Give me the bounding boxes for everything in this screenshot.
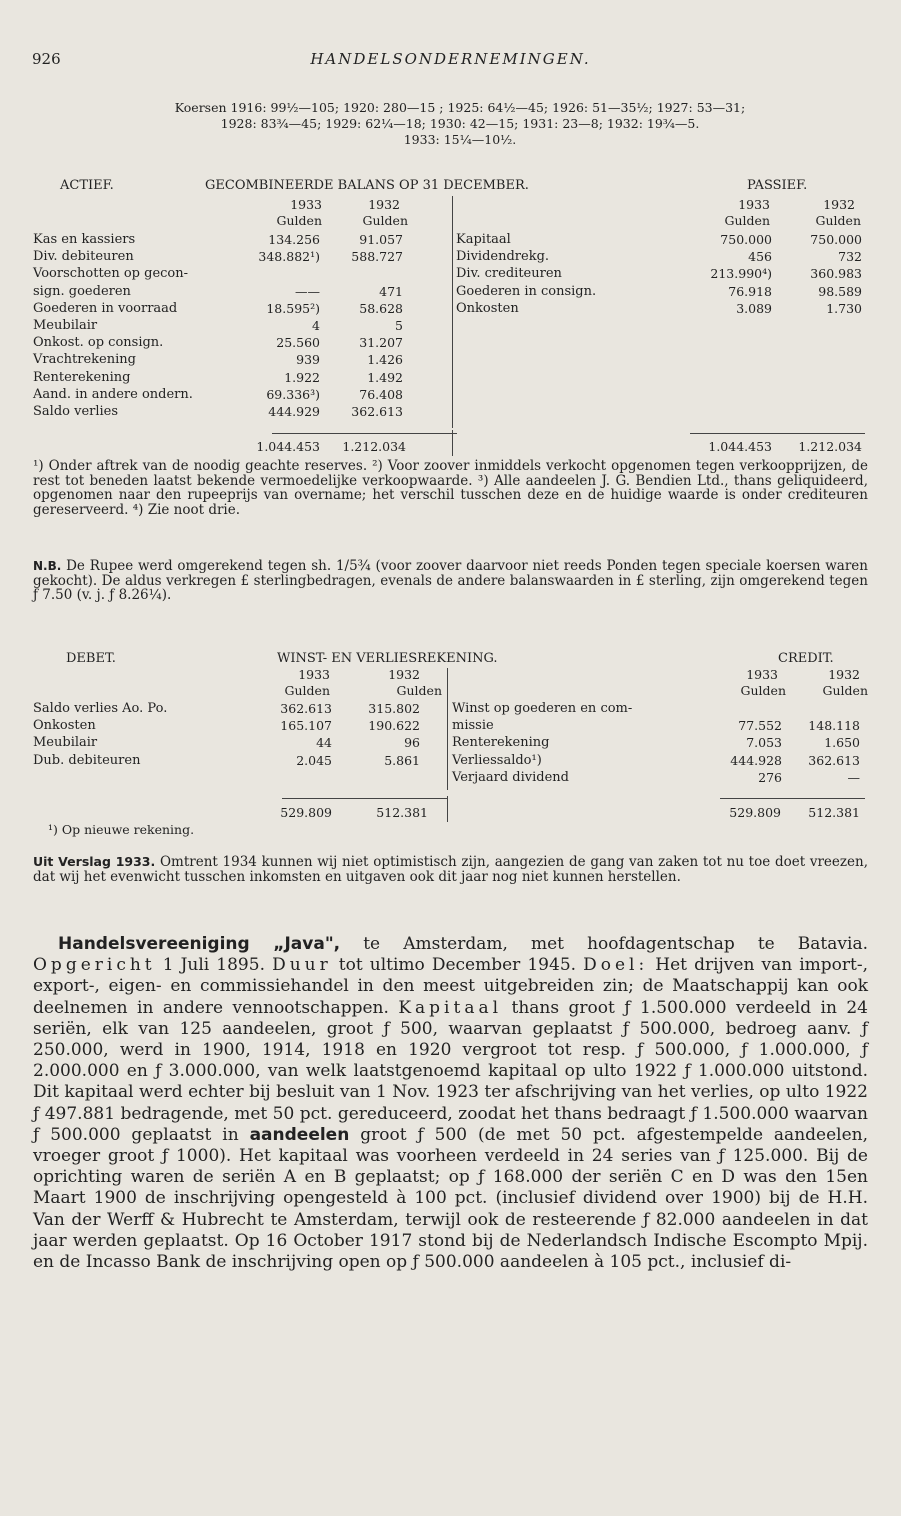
credit-row-value: 77.552 [738, 718, 782, 734]
passief-total-1932: 1.212.034 [798, 439, 862, 454]
balans-total-1933: 1.044.453 [256, 439, 320, 454]
balans-total-rule [690, 433, 865, 434]
balans-total-rule [272, 433, 457, 434]
credit-row-value: 7.053 [746, 735, 782, 751]
debet-row-value: 2.045 [296, 752, 332, 768]
actief-row-value: 1.492 [367, 369, 403, 385]
winst-unit: Gulden [284, 683, 330, 698]
kapitaal-label: Kapitaal [398, 997, 503, 1018]
java-heading: Handelsvereeniging „Java", [58, 934, 341, 954]
credit-row-value [712, 702, 782, 716]
actief-title: ACTIEF. [60, 178, 114, 193]
winst-unit: Gulden [396, 683, 442, 698]
actief-row-value: 5 [395, 318, 403, 333]
balans-title: GECOMBINEERDE BALANS OP 31 DECEMBER. [205, 178, 529, 193]
koersen-line: 1928: 83¾—45; 1929: 62¼—18; 1930: 42—15; 1931: 23—8; 1932: 19¾—5. [220, 116, 700, 131]
credit-row-label: Verliessaldo¹) [452, 752, 542, 768]
winst-year-1932: 1932 [388, 667, 420, 682]
winst-total-rule [282, 798, 447, 799]
actief-row-value: 31.207 [359, 335, 403, 351]
passief-row-label: Div. crediteuren [456, 266, 562, 282]
debet-row-label: Meubilair [33, 735, 98, 751]
winst-footnote: ¹) Op nieuwe rekening. [48, 822, 195, 837]
actief-row-value: 4 [312, 318, 320, 333]
credit-row-value: 276 [758, 769, 782, 785]
passief-row-label: Goederen in consign. [456, 283, 597, 299]
winst-year-1933: 1933 [746, 667, 778, 682]
actief-row-value [250, 267, 320, 281]
credit-row-label: Verjaard dividend [452, 769, 569, 785]
winst-year-1932: 1932 [828, 667, 860, 682]
duur-text: tot ultimo December 1945. [331, 955, 577, 976]
debet-row-value: 96 [404, 735, 420, 751]
credit-row-value: 1.650 [824, 735, 860, 751]
debet-row-label: Saldo verlies Ao. Po. [33, 701, 168, 716]
passief-row-value: 3.089 [736, 300, 772, 316]
debet-row-value: 362.613 [280, 701, 332, 716]
debet-row-value: 44 [316, 735, 332, 751]
koersen-line: Koersen 1916: 99½—105; 1920: 280—15 ; 1925: 64½—45; 1926: 51—35½; 1927: 53—31; [174, 100, 746, 115]
verslag-paragraph [33, 855, 868, 884]
actief-row-label: sign. goederen [33, 283, 131, 299]
actief-row-value: 588.727 [351, 249, 403, 265]
aandeelen-label: aandeelen [249, 1124, 350, 1145]
winst-year-1933: 1933 [298, 667, 330, 682]
credit-row-label: Winst op goederen en com- [452, 701, 633, 716]
debet-row-value: 5.861 [384, 752, 420, 768]
credit-row-value: 444.928 [730, 752, 782, 768]
verslag-label: Uit Verslag 1933. [33, 854, 156, 869]
balans-divider [452, 430, 453, 456]
actief-row-value: 1.922 [284, 369, 320, 385]
actief-row-value: 471 [379, 283, 403, 299]
actief-row-label: Vrachtrekening [33, 352, 136, 368]
passief-row-label: Dividendrekg. [456, 249, 550, 265]
balans-total-1932: 1.212.034 [342, 439, 406, 454]
actief-row-value: —— [295, 283, 320, 299]
java-paragraph [33, 934, 868, 1273]
winst-title: WINST- EN VERLIESREKENING. [277, 651, 498, 666]
debet-title: DEBET. [66, 651, 116, 666]
actief-row-value: 25.560 [276, 335, 320, 351]
koersen-line: 1933: 15¼—10½. [403, 132, 517, 147]
passief-total-1933: 1.044.453 [708, 439, 772, 454]
verslag-text: Omtrent 1934 kunnen wij niet optimistisch zijn, aangezien de gang van zaken tot nu toe doet vreezen, dat wij het evenwicht tusschen inkomsten en uitgaven ook dit jaar nog niet kunnen herstellen. [33, 854, 868, 885]
actief-row-label: Div. debiteuren [33, 249, 134, 265]
nb-note [33, 559, 868, 603]
actief-row-value: 939 [296, 352, 320, 368]
winst-total-1933: 529.809 [280, 805, 332, 820]
running-title: HANDELSONDERNEMINGEN. [310, 50, 591, 68]
actief-row-label: Kas en kassiers [33, 232, 136, 247]
debet-row-value: 190.622 [368, 718, 420, 734]
credit-title: CREDIT. [778, 651, 834, 666]
duur-label: Duur [272, 955, 332, 976]
credit-total-1932: 512.381 [808, 805, 860, 820]
actief-row-label: Meubilair [33, 318, 98, 333]
balans-year-1933: 1933 [738, 197, 770, 212]
balans-divider [452, 196, 453, 428]
actief-row-value: 69.336³) [266, 386, 320, 402]
debet-row-value: 315.802 [368, 701, 420, 716]
passief-title: PASSIEF. [747, 178, 808, 193]
passief-row-label: Onkosten [456, 300, 519, 316]
actief-row-label: Renterekening [33, 369, 131, 385]
debet-row-label: Onkosten [33, 718, 96, 734]
java-text: te Amsterdam, met hoofdagentschap te Batavia. [340, 934, 868, 954]
actief-row-label: Goederen in voorraad [33, 300, 178, 316]
actief-row-value: 348.882¹) [258, 249, 320, 265]
credit-row-value [795, 702, 860, 716]
balans-unit: Gulden [276, 213, 322, 228]
actief-row-label: Saldo verlies [33, 404, 119, 419]
balans-year-1932: 1932 [368, 197, 400, 212]
nb-label: N.B. [33, 559, 62, 573]
actief-row-value [330, 267, 403, 281]
actief-row-label: Onkost. op consign. [33, 335, 164, 351]
passief-row-value: 1.730 [826, 300, 862, 316]
winst-divider [447, 668, 448, 790]
koersen-block [60, 100, 860, 148]
credit-row-value: 148.118 [808, 718, 860, 734]
actief-row-value: 18.595²) [266, 300, 320, 316]
balans-unit: Gulden [815, 213, 861, 228]
debet-row-label: Dub. debiteuren [33, 752, 141, 768]
actief-row-value: 1.426 [367, 352, 403, 368]
passief-row-value: 213.990⁴) [710, 266, 772, 282]
winst-total-rule [720, 798, 865, 799]
passief-row-value: 732 [838, 249, 862, 265]
actief-row-value: 58.628 [359, 300, 403, 316]
actief-row-label: Aand. in andere ondern. [33, 386, 193, 402]
winst-divider [447, 796, 448, 822]
balans-unit: Gulden [362, 213, 408, 228]
actief-row-label: Voorschotten op gecon- [33, 266, 189, 282]
credit-row-label: missie [452, 718, 494, 734]
passief-row-label: Kapitaal [456, 232, 511, 247]
actief-row-value: 91.057 [359, 232, 403, 247]
actief-row-value: 444.929 [268, 404, 320, 419]
passief-row-value: 750.000 [810, 232, 862, 247]
kapitaal-text: thans groot ƒ 1.500.000 verdeeld in 24 seriën, elk van 125 aandeelen, groot ƒ 500, waarvan geplaatst ƒ 500.000, bedroeg aanv. ƒ 250.000, werd in 1900, 1914, 1918 en 1920 vergroot tot resp. ƒ 500.000, ƒ 1.000.000, ƒ 2.000.000 en ƒ 3.000.000, van welk laatstgenoemd kapitaal op ulto 1922 ƒ 1.000.000 uitstond. Dit kapitaal werd echter bij besluit van 1 Nov. 1923 ter afschrijving van het verlies, op ulto 1922 ƒ 497.881 bedragende, met 50 pct. gereduceerd, zoodat het thans bedraagt ƒ 1.500.000 waarvan ƒ 500.000 geplaatst in [33, 997, 869, 1145]
page-number: 926 [32, 50, 61, 68]
actief-row-value: 362.613 [351, 404, 403, 419]
winst-total-1932: 512.381 [376, 805, 428, 820]
passief-row-value: 360.983 [810, 266, 862, 282]
passief-row-value: 456 [748, 249, 772, 265]
opgericht-text: 1 Juli 1895. [155, 955, 265, 976]
passief-row-value: 750.000 [720, 232, 772, 247]
credit-row-value: 362.613 [808, 752, 860, 768]
actief-row-value: 76.408 [359, 386, 403, 402]
opgericht-label: Opgericht [33, 955, 156, 976]
passief-row-value: 98.589 [818, 283, 862, 299]
balans-footnotes: ¹) Onder aftrek van de noodig geachte reserves. ²) Voor zoover inmiddels verkocht opgenomen tegen verkoopprijzen, de rest tot beneden laatst bekende vermoedelijke verkoopwaarde. ³) Alle aandeelen J. G. Bendien Ltd., thans geliquideerd, opgenomen naar den rupeeprijs van overname; het verschil tusschen deze en de huidige waarde is onder crediteuren gereserveerd. ⁴) Zie noot drie. [33, 458, 868, 518]
actief-row-value: 134.256 [268, 232, 320, 247]
passief-row-value: 76.918 [728, 283, 772, 299]
kapitaal-text-continued: groot ƒ 500 (de met 50 pct. afgestempelde aandeelen, vroeger groot ƒ 1000). Het kapitaal was voorheen verdeeld in 24 series van ƒ 125.000. Bij de oprichting waren de seriën A en B geplaatst; op ƒ 168.000 der seriën C en D was den 15en Maart 1900 de inschrijving opengesteld à 100 pct. (inclusief dividend over 1900) bij de H.H. Van der Werff & Hubrecht te Amsterdam, terwijl ook de resteerende ƒ 82.000 aandeelen in dat jaar werden geplaatst. Op 16 October 1917 stond bij de Nederlandsch Indische Escompto Mpij. en de Incasso Bank de inschrijving open op ƒ 500.000 aandeelen à 105 pct., inclusief di- [33, 1124, 868, 1273]
winst-unit: Gulden [822, 683, 868, 698]
doel-text: Het drijven van import-, export-, eigen- en commissiehandel in den meest uitgebreiden zin; de Maatschappij kan ook deelnemen in andere vennootschappen. [33, 955, 869, 1018]
balans-year-1932: 1932 [823, 197, 855, 212]
credit-total-1933: 529.809 [729, 805, 781, 820]
doel-label: Doel: [583, 955, 649, 976]
credit-row-value: — [847, 769, 860, 785]
balans-unit: Gulden [724, 213, 770, 228]
credit-row-label: Renterekening [452, 735, 550, 751]
debet-row-value: 165.107 [280, 718, 332, 734]
nb-text: De Rupee werd omgerekend tegen sh. 1/5¾ (voor zoover daarvoor niet reeds Ponden tegen speciale koersen waren gekocht). De aldus verkregen £ sterlingbedragen, evenals de andere balanswaarden in £ sterling, zijn omgerekend tegen ƒ 7.50 (v. j. ƒ 8.26¼). [33, 558, 868, 603]
balans-year-1933: 1933 [290, 197, 322, 212]
winst-unit: Gulden [740, 683, 786, 698]
